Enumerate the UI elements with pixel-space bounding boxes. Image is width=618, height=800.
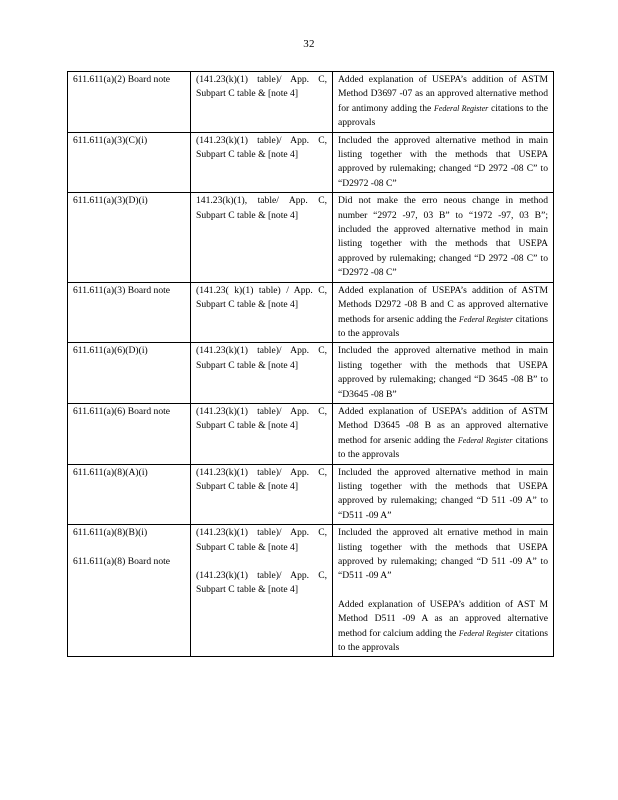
source-citation: (141.23(k)(1) table)/ App. C, Subpart C table & [note 4] [196,466,327,492]
source-citation: (141.23(k)(1) table)/ App. C, Subpart C table & [note 4] [196,134,327,161]
source-cell [191,343,333,404]
section-cell [68,464,191,525]
source-cell [191,193,333,282]
source-cell [191,525,333,657]
section-citation: 611.611(a)(6)(D)(i) [73,345,148,357]
source-cell [191,403,333,464]
explanation-cell: Added explanation of USEPA’s addition of ASTM Methods D2972 -08 B and C as approved alternative methods for arsenic adding the Federal Register citations to the approvals [333,282,554,343]
federal-register-label: Federal Register [457,435,513,445]
explanation-cell: Included the approved alternative method in main listing together with the methods that USEPA approved by rulemaking; changed “D 511 -09 A” to “D511 -09 A” [333,464,554,525]
table-row [68,343,554,404]
section-citation: 611.611(a)(6) Board note [73,405,171,417]
table-row [68,132,554,193]
explanation-cell: Included the approved alternative method in main listing together with the methods that USEPA approved by rulemaking; changed “D 2972 -08 C” to “D2972 -08 C” [333,132,554,193]
section-cell [68,403,191,464]
table-row [68,464,554,525]
explanation-cell: Added explanation of USEPA’s addition of ASTM Method D3645 -08 B as an approved alternative method for arsenic adding the Federal Register citations to the approvals [333,403,554,464]
source-cell [191,72,333,133]
section-cell [68,525,191,657]
explanation-cell: Did not make the erro neous change in method number “2972 -97, 03 B” to “1972 -97, 03 B”; included the approved alternative method in main listing together with the methods that USEPA approved by rulemaking; changed “D 2972 -08 C” to “D2972 -08 C” [333,193,554,282]
federal-register-label: Federal Register [459,314,514,324]
section-citation: 611.611(a)(8)(A)(i) [73,466,148,478]
source-citation: (141.23(k)(1) table)/ App. C, Subpart C table & [note 4] [196,527,327,553]
federal-register-label: Federal Register [458,628,513,638]
section-citation: 611.611(a)(3)(D)(i) [73,195,148,207]
source-citation: (141.23(k)(1) table)/ App. C, Subpart C table & [note 4] [196,74,327,100]
source-citation: (141.23(k)(1) table)/ App. C, Subpart C table & [note 4] [196,570,327,596]
changes-table [67,71,554,657]
section-citation: 611.611(a)(8) Board note [73,555,171,567]
explanation-cell: Included the approved alternative method in main listing together with the methods that USEPA approved by rulemaking; changed “D 3645 -08 B” to “D3645 -08 B” [333,343,554,404]
source-citation: (141.23(k)(1) table)/ App. C, Subpart C table & [note 4] [196,345,327,371]
page-number: 32 [303,38,315,50]
explanation-cell: Included the approved alt ernative method in main listing together with the methods that USEPA approved by rulemaking; changed “D 511 -09 A” to “D511 -09 A” Added explanation of USEPA’s addition of AST M Method D511 -09 A as an approved alternative method for calcium adding the Federal Register citations to the approvals [333,525,554,657]
section-citation: 611.611(a)(3) Board note [73,284,171,296]
section-citation: 611.611(a)(2) Board note [73,74,171,85]
source-citation: 141.23(k)(1), table/ App. C, Subpart C table & [note 4] [196,195,327,221]
source-cell [191,282,333,343]
table-row [68,72,554,133]
table-row [68,525,554,657]
section-citation: 611.611(a)(8)(B)(i) [73,527,148,539]
table-row [68,282,554,343]
source-citation: (141.23(k)(1) table)/ App. C, Subpart C table & [note 4] [196,405,327,432]
source-cell [191,132,333,193]
federal-register-label: Federal Register [433,103,489,113]
source-citation: (141.23( k)(1) table) / App. C, Subpart C table & [note 4] [196,284,327,311]
section-cell [68,282,191,343]
table-row [68,193,554,282]
section-citation: 611.611(a)(3)(C)(i) [73,134,148,146]
section-cell [68,193,191,282]
section-cell [68,343,191,404]
table-row [68,403,554,464]
section-cell [68,72,191,133]
source-cell [191,464,333,525]
section-cell [68,132,191,193]
explanation-cell: Added explanation of USEPA’s addition of ASTM Method D3697 -07 as an approved alternative method for antimony adding the Federal Register citations to the approvals [333,72,554,133]
